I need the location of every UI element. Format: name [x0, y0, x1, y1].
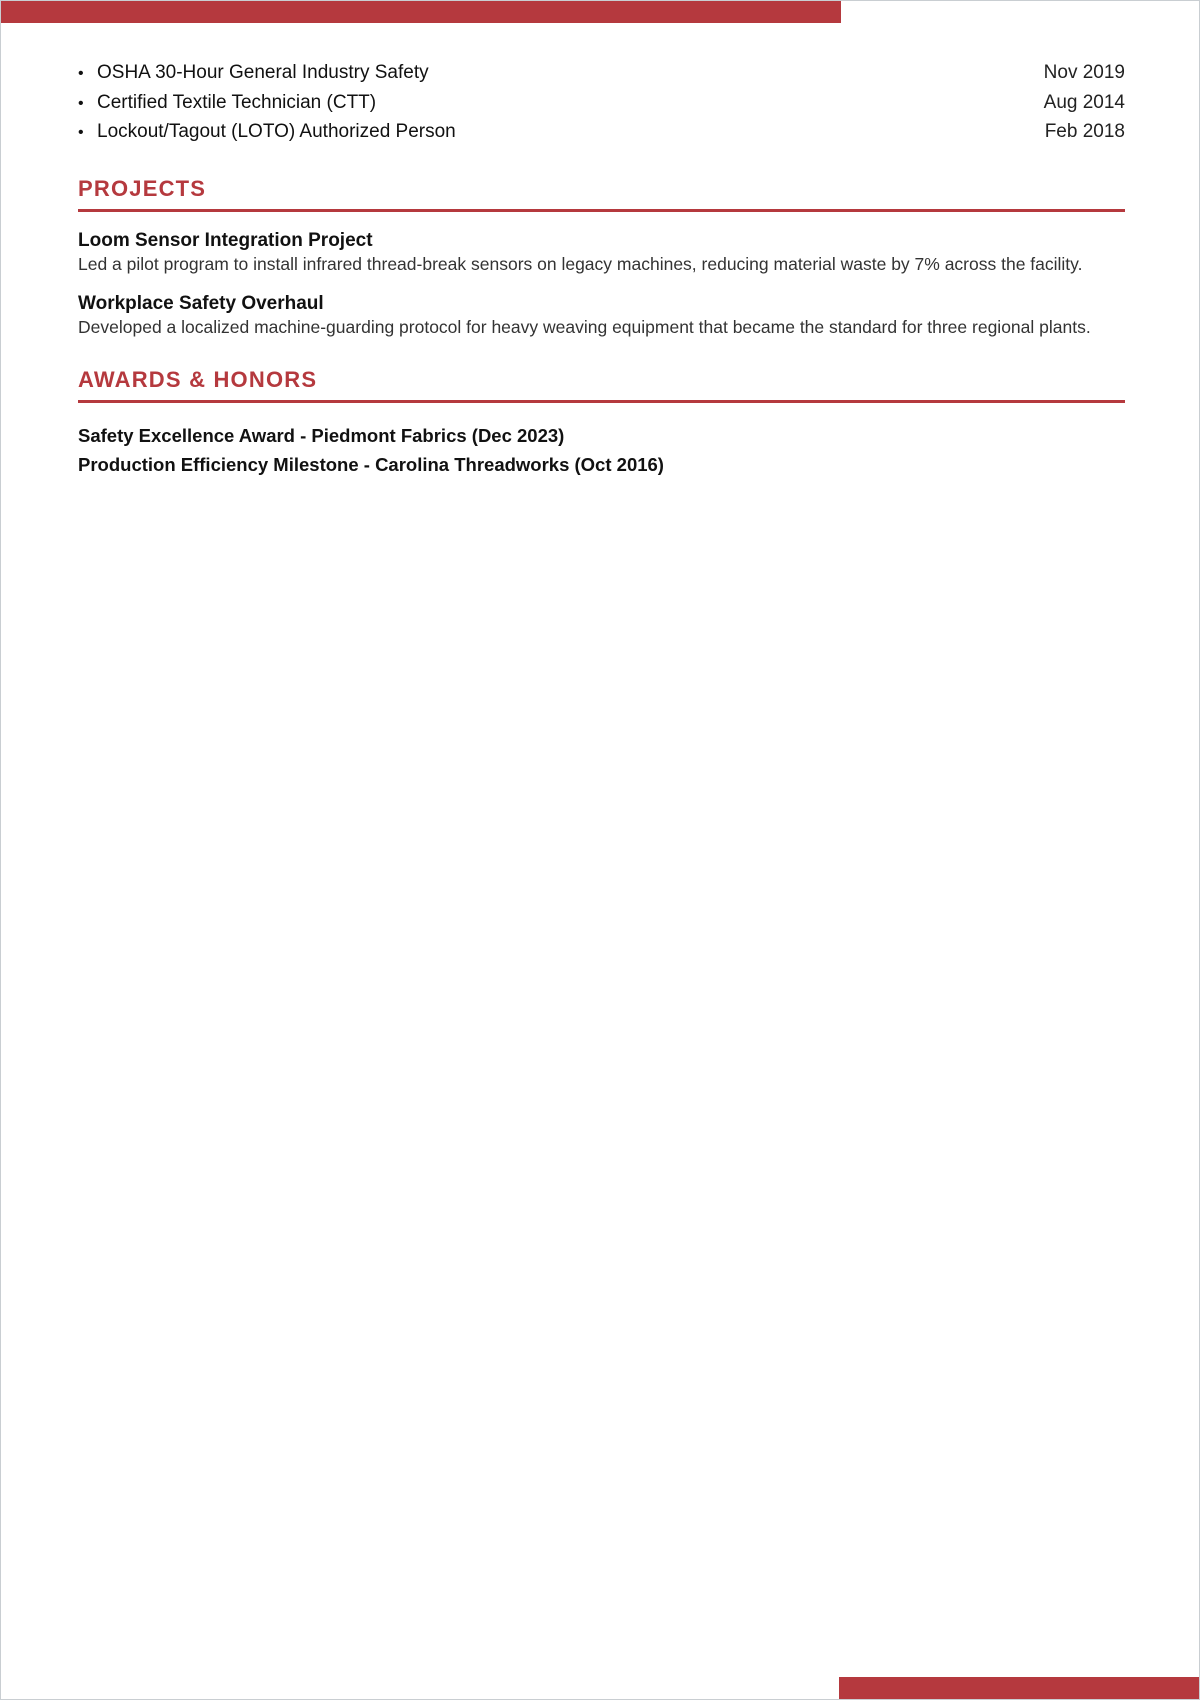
awards-section [78, 367, 1125, 479]
bullet-icon: • [78, 124, 84, 141]
project-description: Led a pilot program to install infrared thread-break sensors on legacy machines, reducing material waste by 7% across the facility. [78, 253, 1083, 274]
certification-date: Feb 2018 [1044, 121, 1125, 142]
award-item: Production Efficiency Milestone - Carolina Threadworks (Oct 2016) [78, 453, 664, 475]
project-title: Workplace Safety Overhaul [78, 292, 324, 314]
top-accent-bar [1, 1, 841, 23]
bottom-accent-bar [839, 1677, 1199, 1699]
certifications-list [78, 59, 1125, 148]
certification-item [78, 59, 1125, 89]
certification-name: Lockout/Tagout (LOTO) Authorized Person [97, 121, 456, 142]
project-title: Loom Sensor Integration Project [78, 229, 373, 251]
project-item [78, 229, 1125, 276]
certification-name: Certified Textile Technician (CTT) [97, 91, 377, 113]
awards-list [78, 421, 1125, 479]
bullet-icon: • [78, 65, 84, 82]
resume-content [78, 59, 1125, 479]
project-description: Developed a localized machine-guarding protocol for heavy weaving equipment that became the standard for three regional plants. [78, 316, 1091, 337]
award-item: Safety Excellence Award - Piedmont Fabrics (Dec 2023) [78, 424, 565, 446]
projects-heading: PROJECTS [78, 176, 1125, 212]
certification-item [78, 118, 1125, 148]
project-item [78, 292, 1125, 339]
certification-item [78, 89, 1125, 119]
certification-date: Nov 2019 [1043, 62, 1125, 83]
certification-date: Aug 2014 [1043, 91, 1125, 113]
certification-name: OSHA 30-Hour General Industry Safety [97, 62, 429, 83]
bullet-icon: • [78, 94, 84, 112]
awards-heading: AWARDS & HONORS [78, 367, 1125, 403]
projects-section [78, 176, 1125, 339]
